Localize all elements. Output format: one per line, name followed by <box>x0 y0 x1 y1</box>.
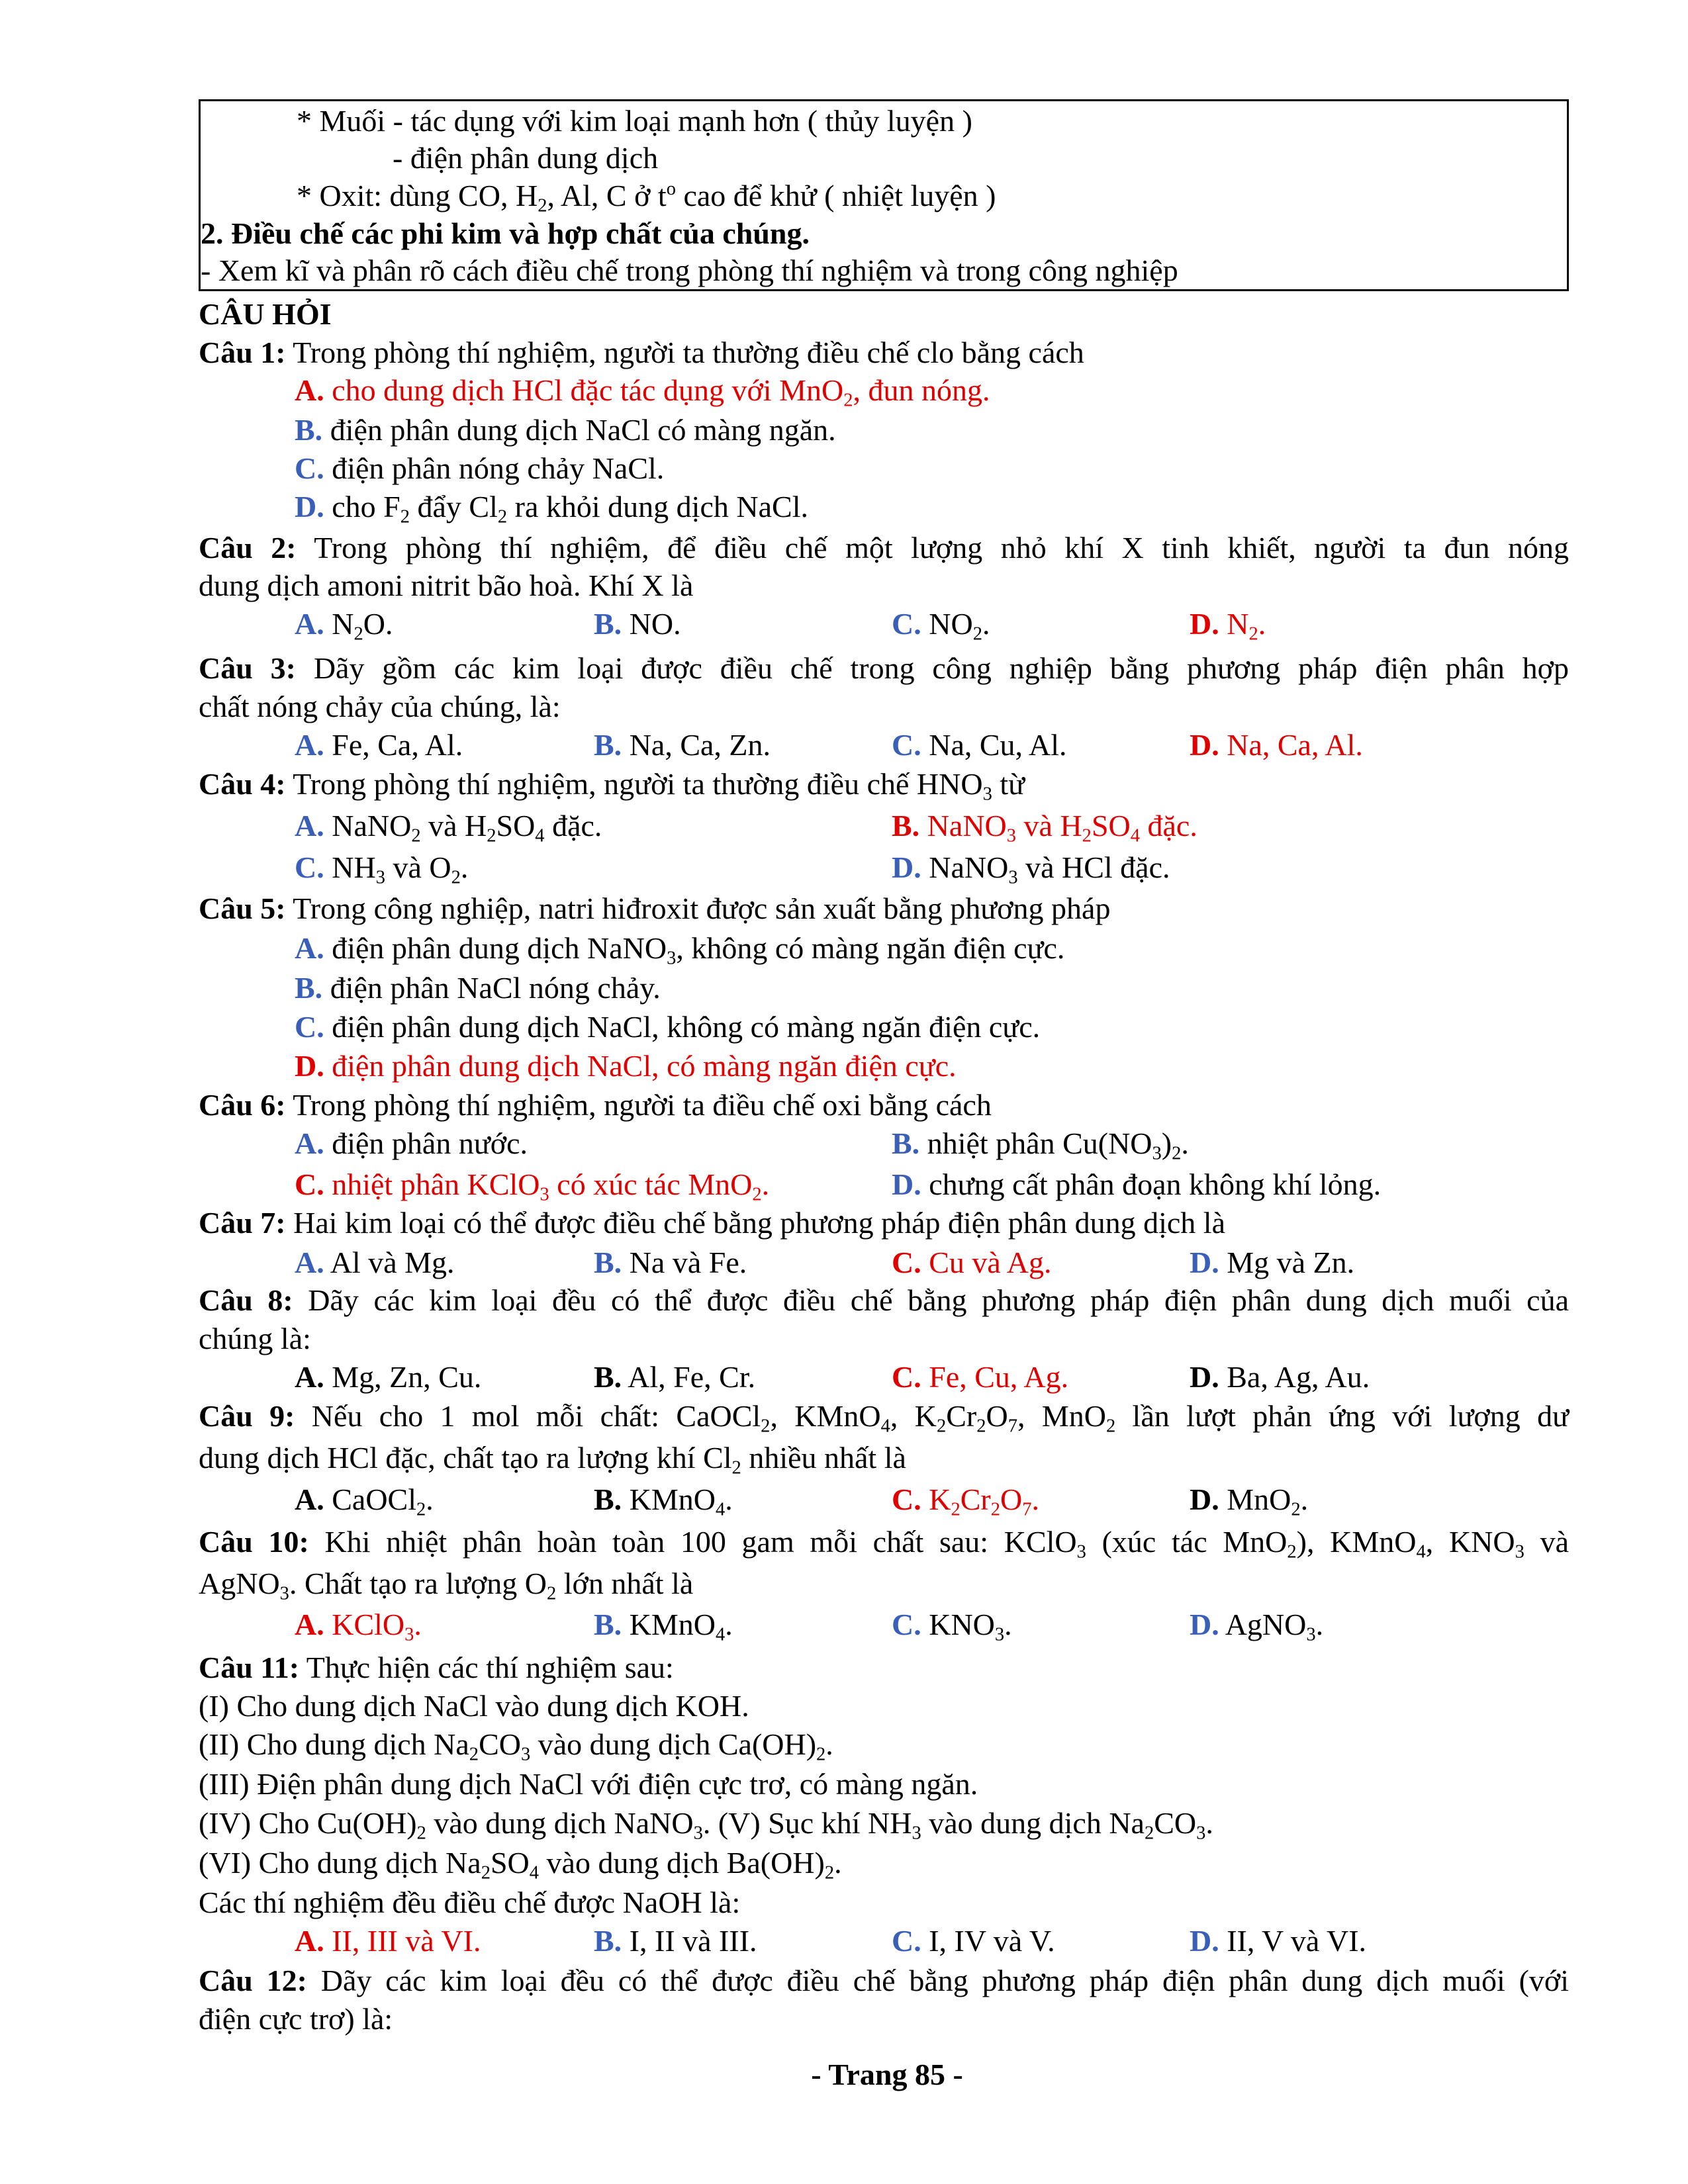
question-10: Câu 10: Khi nhiệt phân hoàn toàn 100 gam mỗi chất sau: KClO$_3$ (xúc tác MnO$_2$), KMnO$_4$, $KNO_3$ và <box>199 1525 1569 1563</box>
q1-option-c: C. điện phân nóng chảy NaCl. <box>295 451 665 485</box>
question-12: Câu 12: Dãy các kim loại đều có thể được điều chế bằng phương pháp điện phân dung dịch muối (với <box>199 1964 1569 1997</box>
q8-option-d: D. Ba, Ag, Au. <box>1190 1360 1370 1394</box>
q11-option-b: B. I, II và III. <box>594 1924 757 1958</box>
question-11: Câu 11: Thực hiện các thí nghiệm sau: <box>199 1651 674 1684</box>
q4-option-c: C. $NH_3$ và $O_2$. <box>295 850 469 888</box>
question-9-cont: dung dịch HCl đặc, chất tạo ra lượng khí $Cl_2$ nhiều nhất là <box>199 1441 906 1479</box>
q11-option-d: D. II, V và VI. <box>1190 1924 1367 1958</box>
q3-option-a: A. Fe, Ca, Al. <box>295 728 463 762</box>
q10-option-c: C. $KNO_3$. <box>892 1608 1012 1645</box>
q8-option-b: B. Al, Fe, Cr. <box>594 1360 756 1394</box>
q10-option-d: D. AgNO$_3$. <box>1190 1608 1324 1645</box>
q4-option-b: B. NaNO$_3$ và $H_2SO_4$ đặc. <box>892 809 1197 846</box>
q2-option-a: A. $N_2O$. <box>295 607 393 645</box>
box-line-5: - Xem kĩ và phân rõ cách điều chế trong phòng thí nghiệm và trong công nghiệp <box>201 253 1178 287</box>
q7-option-c: C. Cu và Ag. <box>892 1246 1052 1279</box>
question-1: Câu 1: Trong phòng thí nghiệm, người ta thường điều chế clo bằng cách <box>199 336 1084 369</box>
q2-option-d: D. $N_2$. <box>1190 607 1266 645</box>
q11-item-iv-v: (IV) Cho $Cu(OH)_2$ vào dung dịch NaNO$_3$. (V) Sục khí $NH_3$ vào dung dịch $Na_2CO_3$. <box>199 1806 1213 1844</box>
q1-option-a: A. cho dung dịch HCl đặc tác dụng với MnO$_2$, đun nóng. <box>295 373 990 411</box>
q7-option-b: B. Na và Fe. <box>594 1246 747 1279</box>
box-heading: 2. Điều chế các phi kim và hợp chất của chúng. <box>201 216 810 250</box>
q7-option-d: D. Mg và Zn. <box>1190 1246 1355 1279</box>
q5-option-b: B. điện phân NaCl nóng chảy. <box>295 971 661 1005</box>
q6-option-b: B. nhiệt phân $Cu(NO_3)_2$. <box>892 1126 1189 1164</box>
q4-option-d: D. NaNO$_3$ và HCl đặc. <box>892 850 1170 888</box>
q11-item-ii: (II) Cho dung dịch $Na_2CO_3$ vào dung dịch $Ca(OH)_2$. <box>199 1727 833 1765</box>
question-10-cont: AgNO$_3$. Chất tạo ra lượng $O_2$ lớn nhất là <box>199 1567 694 1604</box>
q4-option-a: A. NaNO$_2$ và $H_2SO_4$ đặc. <box>295 809 602 846</box>
question-9: Câu 9: Nếu cho 1 mol mỗi chất: CaOCl$_2$, KMnO$_4$, $K_2Cr_2O_7$, MnO$_2$ lần lượt phản ứng với lượng dư <box>199 1399 1570 1437</box>
q10-option-b: B. KMnO$_4$. <box>594 1608 733 1645</box>
question-5: Câu 5: Trong công nghiệp, natri hiđroxit được sản xuất bằng phương pháp <box>199 891 1111 925</box>
q2-option-b: B. NO. <box>594 607 681 641</box>
q5-option-d: D. điện phân dung dịch NaCl, có màng ngăn điện cực. <box>295 1049 957 1083</box>
question-3-cont: chất nóng chảy của chúng, là: <box>199 690 561 723</box>
q8-option-a: A. Mg, Zn, Cu. <box>295 1360 482 1394</box>
q9-option-b: B. KMnO$_4$. <box>594 1482 733 1520</box>
q3-option-c: C. Na, Cu, Al. <box>892 728 1067 762</box>
q5-option-a: A. điện phân dung dịch NaNO$_3$, không có màng ngăn điện cực. <box>295 931 1065 969</box>
q3-option-d: D. Na, Ca, Al. <box>1190 728 1363 762</box>
page-footer: - Trang 85 - <box>811 2058 963 2091</box>
q11-item-vi: (VI) Cho dung dịch $Na_2SO_4$ vào dung dịch $Ba(OH)_2$. <box>199 1846 842 1884</box>
question-8: Câu 8: Dãy các kim loại đều có thể được điều chế bằng phương pháp điện phân dung dịch muối của <box>199 1283 1569 1317</box>
box-line-3: * Oxit: dùng CO, $H_2$, Al, C ở $t^o$ cao để khử ( nhiệt luyện ) <box>297 178 996 216</box>
question-3: Câu 3: Dãy gồm các kim loại được điều chế trong công nghiệp bằng phương pháp điện phân hợp <box>199 651 1569 685</box>
q1-option-b: B. điện phân dung dịch NaCl có màng ngăn. <box>295 413 836 447</box>
question-7: Câu 7: Hai kim loại có thể được điều chế bằng phương pháp điện phân dung dịch là <box>199 1206 1225 1240</box>
q1-option-d: D. cho $F_2$ đẩy $Cl_2$ ra khỏi dung dịch NaCl. <box>295 490 808 527</box>
q11-option-a: A. II, III và VI. <box>295 1924 481 1958</box>
q9-option-d: D. MnO$_2$. <box>1190 1482 1309 1520</box>
q2-option-c: C. $NO_2$. <box>892 607 990 645</box>
q11-option-c: C. I, IV và V. <box>892 1924 1055 1958</box>
q10-option-a: A. KClO$_3$. <box>295 1608 422 1645</box>
q5-option-c: C. điện phân dung dịch NaCl, không có màng ngăn điện cực. <box>295 1010 1041 1044</box>
box-line-1: * Muối - tác dụng với kim loại mạnh hơn ( thủy luyện ) <box>297 104 972 138</box>
q9-option-a: A. CaOCl$_2$. <box>295 1482 434 1520</box>
q3-option-b: B. Na, Ca, Zn. <box>594 728 771 762</box>
box-line-2: - điện phân dung dịch <box>393 141 659 175</box>
section-title: CÂU HỎI <box>199 297 332 331</box>
question-4: Câu 4: Trong phòng thí nghiệm, người ta thường điều chế $HNO_3$ từ <box>199 767 1025 805</box>
q8-option-c: C. Fe, Cu, Ag. <box>892 1360 1069 1394</box>
q6-option-d: D. chưng cất phân đoạn không khí lỏng. <box>892 1167 1382 1201</box>
summary-box <box>199 99 1569 291</box>
q11-ask: Các thí nghiệm đều điều chế được NaOH là: <box>199 1886 741 1919</box>
question-2: Câu 2: Trong phòng thí nghiệm, để điều chế một lượng nhỏ khí X tinh khiết, người ta đun nóng <box>199 531 1569 565</box>
q6-option-a: A. điện phân nước. <box>295 1126 528 1160</box>
q7-option-a: A. Al và Mg. <box>295 1246 455 1279</box>
q9-option-c: C. $K_2Cr_2O_7$. <box>892 1482 1039 1520</box>
q11-item-iii: (III) Điện phân dung dịch NaCl với điện cực trơ, có màng ngăn. <box>199 1767 978 1801</box>
q11-item-i: (I) Cho dung dịch NaCl vào dung dịch KOH. <box>199 1689 749 1723</box>
question-6: Câu 6: Trong phòng thí nghiệm, người ta điều chế oxi bằng cách <box>199 1088 992 1122</box>
q6-option-c: C. nhiệt phân KClO$_3$ có xúc tác MnO$_2$. <box>295 1167 770 1205</box>
question-8-cont: chúng là: <box>199 1322 311 1355</box>
question-12-cont: điện cực trơ) là: <box>199 2002 393 2036</box>
question-2-cont: dung dịch amoni nitrit bão hoà. Khí X là <box>199 569 694 602</box>
